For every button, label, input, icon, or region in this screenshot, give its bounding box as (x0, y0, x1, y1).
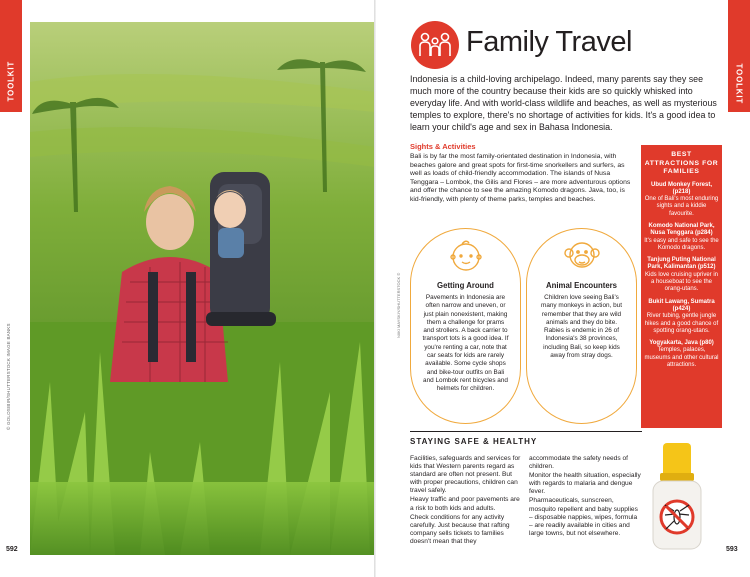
attraction-text: River tubing, gentle jungle hikes and a good chance of spotting orang-utans. (644, 313, 719, 334)
attraction-name: Bukit Lawang, Sumatra (p424) (648, 298, 715, 312)
best-attractions-box (641, 145, 722, 428)
attraction-text: Temples, palaces, museums and other cultural attractions. (644, 347, 719, 369)
safety-paragraph: Facilities, safeguards and services for kids that Western parents regard as standard are often not present. But with proper precautions, children can travel safely. (410, 455, 521, 495)
intro-paragraph: Indonesia is a child-loving archipelago. Indeed, many parents say they see much more of the country because their kids are so quickly whisked into everyday life. And with world-class wildlife and beaches, as well as mysterious temples to explore, there's no shortage of activities for kids. It's a good idea to learn your child's age and sex in Bahasa Indonesia. (410, 74, 717, 132)
attraction-item (644, 182, 719, 218)
vertical-credit: NIIKI MAYSKIY/SHUTTERSTOCK © (396, 272, 401, 338)
animal-encounters-body: Children love seeing Bali's many monkeys in action, but remember that they are wild animals and they do bite. Rabies is endemic in 26 of Indonesia's 38 provinces, including Bali, so keep kids away from stray dogs. (541, 294, 622, 360)
attraction-name: Komodo National Park, Nusa Tenggara (p284) (648, 222, 715, 237)
safety-paragraph: Pharmaceuticals, sunscreen, mosquito repellent and baby supplies – disposable nappies, wipes, formula – are readily available in cities and large towns, but not elsewhere. (529, 497, 638, 537)
page-number-left: 592 (6, 546, 18, 553)
sights-body: Bali is by far the most family-orientated destination in Indonesia, with beaches galore and great spots for first-time snorkellers and surfers, as well as loads of child-friendly accommodation. The islands of Nusa Tenggara – Lombok, the Gilis and Flores – are more adventurous options and offer the chance to see the amazing Komodo dragons. Java, too, is kid-friendly, with plenty of theme parks, temples and beaches. (410, 153, 631, 203)
toolkit-tab-label: TOOLKIT (6, 60, 16, 102)
best-attractions-title: BEST ATTRACTIONS FOR FAMILIES (644, 151, 719, 175)
getting-around-card (410, 228, 521, 424)
family-icon (411, 21, 459, 69)
attraction-name: Ubud Monkey Forest, (p218) (650, 181, 712, 195)
safety-column-left (410, 455, 523, 547)
family-photo (30, 22, 375, 555)
animal-encounters-heading: Animal Encounters (545, 281, 618, 290)
getting-around-heading: Getting Around (437, 281, 494, 290)
gutter (374, 0, 376, 577)
attraction-text: Kids love cruising upriver in a houseboat to see the orang-utans. (644, 271, 719, 293)
mosquito-repellent-image (647, 441, 707, 551)
getting-around-body: Pavements in Indonesia are often narrow and uneven, or just plain nonexistent, making them a challenge for prams and strollers. A back carrier to transport tots is a good idea. If you're renting a car, note that car seats for kids are rarely available. Some cycle shops and bike-tour outfits on Bali and Lombok rent bicycles and helmets for children. (422, 294, 509, 393)
photo-credit: © GOLOSIBIR/SHUTTERSTOCK IMAGE BANKS (6, 323, 11, 430)
safety-paragraph: Heavy traffic and poor pavements are a risk to both kids and adults. (410, 496, 520, 512)
baby-face-icon (446, 235, 486, 275)
attraction-item (644, 299, 719, 335)
attraction-text: One of Bali's most enduring sights and a kiddie favourite. (644, 196, 719, 217)
safety-paragraph: accommodate the safety needs of children. (529, 455, 628, 471)
toolkit-tab-left (0, 0, 22, 112)
monkey-face-icon (562, 235, 602, 275)
family-photo-illustration (30, 22, 375, 555)
safety-paragraph: Check conditions for any activity carefully. Just because that rafting company sells tickets to families doesn't mean that they (410, 513, 510, 545)
attraction-name: Tanjung Puting National Park, Kalimantan (p512) (647, 257, 716, 271)
page-number-right: 593 (726, 546, 738, 553)
page-title: Family Travel (466, 26, 632, 58)
family-icon-glyph (419, 32, 451, 58)
toolkit-tab-label-right: TOOLKIT (734, 63, 744, 105)
attraction-name: Yogyakarta, Java (p80) (649, 340, 714, 347)
safety-paragraph: Monitor the health situation, especially with regards to malaria and dengue fever. (529, 472, 641, 496)
attraction-item (644, 223, 719, 252)
animal-encounters-card (526, 228, 637, 424)
baby-carrier (206, 172, 276, 326)
sights-heading: Sights & Activities (410, 142, 476, 151)
attraction-item (644, 340, 719, 369)
toolkit-tab-right (728, 0, 750, 112)
attraction-item (644, 257, 719, 293)
safety-column-right (529, 455, 642, 539)
safety-heading: STAYING SAFE & HEALTHY (410, 437, 538, 446)
attraction-text: It's easy and safe to see the Komodo dragons. (644, 237, 719, 251)
safety-divider (410, 431, 642, 432)
